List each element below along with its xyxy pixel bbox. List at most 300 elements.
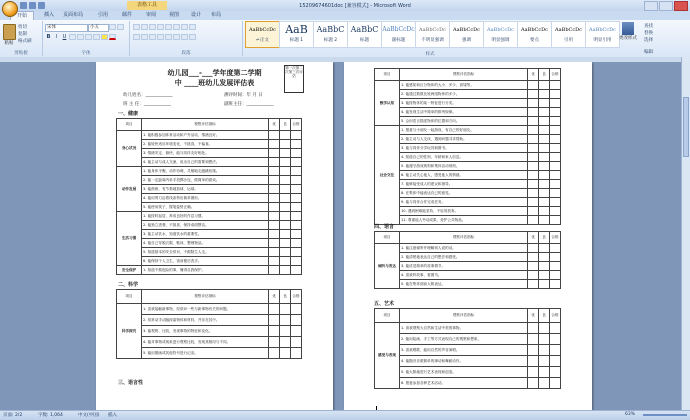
- style-sample: AaBbCcDc: [555, 27, 582, 33]
- decrease-indent-icon[interactable]: [157, 24, 164, 30]
- grade-check-cell[interactable]: [550, 244, 561, 253]
- grade-check-cell[interactable]: [291, 337, 302, 348]
- grade-check-cell[interactable]: [291, 203, 302, 212]
- grade-check-cell[interactable]: [291, 239, 302, 248]
- science-table: [116, 289, 302, 359]
- indicator-cell[interactable]: 2. 能主动与人交谈，遇到问题寻求帮助。: [400, 135, 528, 144]
- grade-check-cell[interactable]: [280, 266, 291, 275]
- grade-check-cell[interactable]: [280, 239, 291, 248]
- header-project: 项目: [375, 309, 400, 323]
- close-button[interactable]: [674, 1, 688, 11]
- grade-check-cell[interactable]: [539, 90, 550, 99]
- tab-8[interactable]: 布局: [210, 12, 221, 18]
- grade-check-cell[interactable]: [528, 356, 539, 367]
- grade-check-cell[interactable]: [550, 262, 561, 271]
- table-row: [375, 180, 561, 189]
- indicator-cell[interactable]: 1. 喜欢接触新事物，经常问一些与新事物有关的问题。: [142, 304, 269, 315]
- table-row: [117, 212, 302, 221]
- show-marks-icon[interactable]: [189, 24, 196, 30]
- grade-check-cell[interactable]: [528, 126, 539, 135]
- line-spacing-icon[interactable]: [173, 34, 180, 40]
- page-count[interactable]: 页面: 2/2: [3, 413, 23, 418]
- justify-icon[interactable]: [157, 34, 164, 40]
- grade-check-cell[interactable]: [539, 171, 550, 180]
- grade-check-cell[interactable]: [269, 167, 280, 176]
- grade-check-cell[interactable]: [550, 99, 561, 108]
- grade-check-cell[interactable]: [539, 81, 550, 90]
- grade-check-cell[interactable]: [291, 315, 302, 326]
- styles-group-label: 样式: [425, 52, 435, 57]
- indicator-cell[interactable]: 5. 能使用筷子，握笔姿势正确。: [142, 203, 269, 212]
- font-name-select[interactable]: 宋体: [45, 24, 88, 32]
- indicator-cell[interactable]: 5. 知道基本的安全常识，不跟陌生人走。: [142, 248, 269, 257]
- grade-check-cell[interactable]: [291, 194, 302, 203]
- grade-check-cell[interactable]: [528, 262, 539, 271]
- grade-check-cell[interactable]: [528, 162, 539, 171]
- style-0[interactable]: [245, 21, 280, 48]
- grade-check-cell[interactable]: [280, 304, 291, 315]
- tab-7[interactable]: 设计: [190, 12, 201, 18]
- indicator-cell[interactable]: 2. 能用绘画、手工等方式表现自己的观察和想象。: [400, 334, 528, 345]
- grade-check-cell[interactable]: [539, 180, 550, 189]
- grade-check-cell[interactable]: [528, 135, 539, 144]
- language-indicator[interactable]: 中文(中国): [78, 413, 100, 418]
- style-9[interactable]: [551, 21, 586, 48]
- grade-check-cell[interactable]: [269, 248, 280, 257]
- paste-icon[interactable]: [3, 24, 16, 40]
- tab-1[interactable]: 插入: [43, 12, 54, 18]
- grade-check-cell[interactable]: [269, 203, 280, 212]
- grade-check-cell[interactable]: [539, 216, 550, 225]
- zoom-level[interactable]: 63%: [625, 412, 636, 417]
- grade-check-cell[interactable]: [539, 162, 550, 171]
- grade-check-cell[interactable]: [539, 334, 550, 345]
- grade-check-cell[interactable]: [291, 248, 302, 257]
- grade-check-cell[interactable]: [528, 153, 539, 162]
- grade-check-cell[interactable]: [550, 198, 561, 207]
- indicator-cell[interactable]: 5. 能遵守游戏规则和集体活动规则。: [400, 162, 528, 171]
- grade-check-cell[interactable]: [291, 176, 302, 185]
- grade-check-cell[interactable]: [539, 135, 550, 144]
- grade-check-cell[interactable]: [528, 180, 539, 189]
- indicator-cell[interactable]: 1. 能身体平衡，动作协调，灵敏地走跑跳钻爬。: [142, 167, 269, 176]
- indicator-cell[interactable]: 4. 能随音乐做简单的律动和舞蹈动作。: [400, 356, 528, 367]
- grade-check-cell[interactable]: [528, 117, 539, 126]
- grade-check-cell[interactable]: [269, 185, 280, 194]
- grade-check-cell[interactable]: [539, 126, 550, 135]
- grade-check-cell[interactable]: [280, 326, 291, 337]
- indicator-cell[interactable]: 3. 能熟练、有节奏地拍球、运球。: [142, 185, 269, 194]
- grade-check-cell[interactable]: [291, 149, 302, 158]
- replace-button[interactable]: 替换: [644, 31, 653, 36]
- indicator-cell[interactable]: 5. 会用语言描述物体的位置和方向。: [400, 117, 528, 126]
- grade-check-cell[interactable]: [539, 99, 550, 108]
- doc-title-line1: 幼儿园___-___学年度第二学期: [167, 68, 262, 77]
- grade-check-cell[interactable]: [550, 271, 561, 280]
- text-effects-icon[interactable]: [93, 34, 100, 40]
- grade-check-cell[interactable]: [528, 198, 539, 207]
- indicator-cell[interactable]: 1. 能积极参加体育活动和户外活动，情绪良好。: [142, 131, 269, 140]
- indicator-cell[interactable]: 1. 能注意倾听并理解别人说的话。: [400, 244, 528, 253]
- indicator-cell[interactable]: 3. 能按物体的某一特征进行分类。: [400, 99, 528, 108]
- find-button[interactable]: 查找: [644, 24, 653, 29]
- indicator-cell[interactable]: 4. 能发现生活中简单的排列规律。: [400, 108, 528, 117]
- redo-icon[interactable]: [38, 2, 45, 9]
- grade-check-cell[interactable]: [550, 323, 561, 334]
- grade-check-cell[interactable]: [539, 262, 550, 271]
- bold-icon[interactable]: B: [46, 34, 51, 40]
- grade-check-cell[interactable]: [291, 304, 302, 315]
- indicator-cell[interactable]: 11. 尊重他人劳动成果，爱护公共物品。: [400, 216, 528, 225]
- subscript-icon[interactable]: [77, 34, 84, 40]
- align-left-icon[interactable]: [133, 34, 140, 40]
- minimize-button[interactable]: [644, 1, 658, 11]
- zoom-slider[interactable]: [643, 414, 687, 416]
- indicator-cell[interactable]: 4. 能用剪刀沿着线条剪出简单图形。: [142, 194, 269, 203]
- table-row: [375, 144, 561, 153]
- grade-check-cell[interactable]: [280, 194, 291, 203]
- grade-check-cell[interactable]: [550, 216, 561, 225]
- style-7[interactable]: [483, 21, 518, 48]
- indicator-cell[interactable]: 9. 能与同伴合作完成任务。: [400, 198, 528, 207]
- indicator-cell[interactable]: 3. 情绪安定、愉快，能与同伴友好相处。: [142, 149, 269, 158]
- grade-check-cell[interactable]: [550, 153, 561, 162]
- indicator-cell[interactable]: 6. 愿意参加各种艺术活动。: [400, 378, 528, 389]
- grade-check-cell[interactable]: [269, 140, 280, 149]
- grade-check-cell[interactable]: [280, 212, 291, 221]
- grade-check-cell[interactable]: [291, 221, 302, 230]
- indicator-cell[interactable]: 4. 知道自己的性别、年龄和家人信息。: [400, 153, 528, 162]
- word-count[interactable]: 字数: 1,064: [38, 413, 63, 418]
- grade-check-cell[interactable]: [539, 108, 550, 117]
- undo-icon[interactable]: [29, 2, 36, 9]
- vertical-scrollbar[interactable]: [681, 57, 690, 410]
- grade-check-cell[interactable]: [550, 280, 561, 289]
- table-row: [117, 167, 302, 176]
- grade-check-cell[interactable]: [550, 135, 561, 144]
- style-8[interactable]: [517, 21, 552, 48]
- select-button[interactable]: 选择: [644, 38, 653, 43]
- grade-check-cell[interactable]: [528, 90, 539, 99]
- indicator-cell[interactable]: 8. 在集体中能表达自己的意见。: [400, 189, 528, 198]
- page-1[interactable]: [96, 62, 333, 410]
- grade-check-cell[interactable]: [269, 239, 280, 248]
- paragraph-group-label: 段落: [181, 51, 191, 56]
- grade-check-cell[interactable]: [269, 176, 280, 185]
- grade-check-cell[interactable]: [539, 323, 550, 334]
- indicator-cell[interactable]: 5. 能在集体面前大胆表达。: [400, 280, 528, 289]
- indicator-cell[interactable]: 3. 能讲述简单的故事情节。: [400, 262, 528, 271]
- grade-check-cell[interactable]: [539, 345, 550, 356]
- chinese-layout-icon[interactable]: [173, 24, 180, 30]
- indicator-cell[interactable]: 2. 能一定距离内单手投掷沙包，做简单的游戏。: [142, 176, 269, 185]
- grade-check-cell[interactable]: [539, 378, 550, 389]
- grade-check-cell[interactable]: [280, 176, 291, 185]
- header-grade: 良: [539, 232, 550, 244]
- grade-check-cell[interactable]: [280, 131, 291, 140]
- change-styles-icon: [622, 22, 634, 35]
- grade-check-cell[interactable]: [550, 171, 561, 180]
- increase-indent-icon[interactable]: [165, 24, 172, 30]
- grade-check-cell[interactable]: [528, 378, 539, 389]
- table-row: [375, 271, 561, 280]
- header-project: 项目: [375, 232, 400, 244]
- grade-check-cell[interactable]: [528, 81, 539, 90]
- grade-check-cell[interactable]: [539, 271, 550, 280]
- grade-check-cell[interactable]: [291, 326, 302, 337]
- grade-check-cell[interactable]: [269, 257, 280, 266]
- grade-check-cell[interactable]: [280, 140, 291, 149]
- grade-check-cell[interactable]: [528, 367, 539, 378]
- save-icon[interactable]: [20, 2, 27, 9]
- table-row: [117, 131, 302, 140]
- grade-check-cell[interactable]: [528, 280, 539, 289]
- grade-check-cell[interactable]: [280, 248, 291, 257]
- editing-group-label: 编辑: [644, 50, 653, 55]
- indicator-cell[interactable]: 2. 能通过数数比较两组物体的多少。: [400, 90, 528, 99]
- header-project: 项目: [117, 119, 142, 131]
- grade-check-cell[interactable]: [291, 348, 302, 359]
- grade-check-cell[interactable]: [528, 253, 539, 262]
- tab-4[interactable]: 邮件: [121, 12, 132, 18]
- grade-check-cell[interactable]: [291, 140, 302, 149]
- grade-check-cell[interactable]: [269, 158, 280, 167]
- indicator-cell[interactable]: 5. 能大胆地进行艺术表现和创造。: [400, 367, 528, 378]
- shading-icon[interactable]: [181, 34, 188, 40]
- grade-check-cell[interactable]: [550, 207, 561, 216]
- tab-3[interactable]: 引用: [97, 12, 108, 18]
- cut-button[interactable]: 剪切: [18, 25, 27, 30]
- grade-check-cell[interactable]: [550, 81, 561, 90]
- grade-check-cell[interactable]: [550, 144, 561, 153]
- grade-check-cell[interactable]: [269, 230, 280, 239]
- align-center-icon[interactable]: [141, 34, 148, 40]
- style-10[interactable]: [585, 21, 620, 48]
- grade-check-cell[interactable]: [550, 180, 561, 189]
- grade-check-cell[interactable]: [528, 171, 539, 180]
- indicator-cell[interactable]: 6. 能保持个人卫生，饭前便后洗手。: [142, 257, 269, 266]
- indicator-cell[interactable]: 6. 能主动关心他人，感受他人的情绪。: [400, 171, 528, 180]
- grade-check-cell[interactable]: [550, 189, 561, 198]
- indicator-cell[interactable]: 7. 能够接受成人的建议和指导。: [400, 180, 528, 189]
- grade-check-cell[interactable]: [539, 244, 550, 253]
- indicator-cell[interactable]: 1. 能按时起居，养成良好的作息习惯。: [142, 212, 269, 221]
- strikethrough-icon[interactable]: [69, 34, 76, 40]
- style-3[interactable]: [347, 21, 382, 48]
- style-5[interactable]: [415, 21, 450, 48]
- grade-check-cell[interactable]: [528, 207, 539, 216]
- indicator-cell[interactable]: 5. 能用图画或其他符号进行记录。: [142, 348, 269, 359]
- grade-check-cell[interactable]: [539, 144, 550, 153]
- grade-check-cell[interactable]: [280, 167, 291, 176]
- grade-check-cell[interactable]: [291, 158, 302, 167]
- grade-check-cell[interactable]: [528, 244, 539, 253]
- grade-check-cell[interactable]: [269, 348, 280, 359]
- grade-check-cell[interactable]: [550, 334, 561, 345]
- grade-check-cell[interactable]: [539, 117, 550, 126]
- indicator-cell[interactable]: 3. 能主动饮水，知道饮水的重要性。: [142, 230, 269, 239]
- style-4[interactable]: [381, 21, 416, 48]
- style-sample: AaBbC: [316, 25, 345, 34]
- grade-check-cell[interactable]: [280, 348, 291, 359]
- grade-check-cell[interactable]: [550, 356, 561, 367]
- copy-button[interactable]: 复制: [18, 32, 27, 37]
- grade-check-cell[interactable]: [528, 323, 539, 334]
- grade-check-cell[interactable]: [528, 108, 539, 117]
- change-styles-button[interactable]: [617, 21, 639, 49]
- indicator-cell[interactable]: 2. 能独立进餐，不挑食，保持桌面整洁。: [142, 221, 269, 230]
- indicator-cell[interactable]: 3. 能观察、比较，发现事物的特征和变化。: [142, 326, 269, 337]
- borders-icon[interactable]: [189, 34, 196, 40]
- grow-font-icon[interactable]: [109, 24, 116, 30]
- grade-check-cell[interactable]: [550, 90, 561, 99]
- header-grade: 优: [528, 232, 539, 244]
- indicator-cell[interactable]: 4. 喜欢听故事、看图书。: [400, 271, 528, 280]
- italic-icon[interactable]: I: [55, 34, 58, 40]
- tab-5[interactable]: 审阅: [145, 12, 156, 18]
- grade-check-cell[interactable]: [528, 216, 539, 225]
- grade-check-cell[interactable]: [280, 221, 291, 230]
- indicator-cell[interactable]: 3. 喜欢唱歌，能用自然的声音演唱。: [400, 345, 528, 356]
- grade-check-cell[interactable]: [291, 266, 302, 275]
- font-size-select[interactable]: 小五: [88, 24, 109, 32]
- grade-check-cell[interactable]: [528, 271, 539, 280]
- grade-check-cell[interactable]: [269, 221, 280, 230]
- grade-check-cell[interactable]: [550, 126, 561, 135]
- grade-check-cell[interactable]: [550, 378, 561, 389]
- style-name: ↵正文: [256, 38, 269, 43]
- grade-check-cell[interactable]: [269, 337, 280, 348]
- page-2[interactable]: [344, 62, 592, 410]
- grade-check-cell[interactable]: [539, 189, 550, 198]
- style-2[interactable]: [313, 21, 348, 48]
- style-sample: AaB: [285, 23, 308, 36]
- underline-icon[interactable]: U: [62, 34, 67, 40]
- grade-check-cell[interactable]: [280, 158, 291, 167]
- grade-check-cell[interactable]: [550, 117, 561, 126]
- grade-check-cell[interactable]: [550, 108, 561, 117]
- style-name: 不明显强调: [421, 38, 444, 43]
- style-1[interactable]: [279, 21, 314, 48]
- grade-check-cell[interactable]: [269, 194, 280, 203]
- indicator-cell[interactable]: 4. 能对事物或现象进行观察比较，发现其相同与不同。: [142, 337, 269, 348]
- style-6[interactable]: [449, 21, 484, 48]
- indicator-cell[interactable]: 2. 能较快适应环境变化，不挑食，不偏食。: [142, 140, 269, 149]
- grade-check-cell[interactable]: [528, 189, 539, 198]
- grade-check-cell[interactable]: [269, 304, 280, 315]
- grade-check-cell[interactable]: [291, 212, 302, 221]
- grade-check-cell[interactable]: [528, 334, 539, 345]
- align-right-icon[interactable]: [149, 34, 156, 40]
- grade-check-cell[interactable]: [539, 207, 550, 216]
- grade-check-cell[interactable]: [291, 167, 302, 176]
- indicator-cell[interactable]: 2. 能清楚地表达自己的想法和感受。: [400, 253, 528, 262]
- indicator-cell[interactable]: 3. 能与同伴分享玩具和图书。: [400, 144, 528, 153]
- grade-check-cell[interactable]: [291, 230, 302, 239]
- child-name-field: 幼儿姓名：____________: [123, 93, 173, 98]
- grade-check-cell[interactable]: [528, 345, 539, 356]
- grade-check-cell[interactable]: [291, 131, 302, 140]
- grade-check-cell[interactable]: [269, 131, 280, 140]
- shrink-font-icon[interactable]: [117, 24, 124, 30]
- grade-check-cell[interactable]: [280, 257, 291, 266]
- indicator-cell[interactable]: 4. 能主动与成人交流，说出自己的需要和想法。: [142, 158, 269, 167]
- table-row: [375, 162, 561, 171]
- table-row: [117, 257, 302, 266]
- grade-check-cell[interactable]: [280, 185, 291, 194]
- grade-check-cell[interactable]: [280, 337, 291, 348]
- indicator-cell[interactable]: 10. 遇到困难能坚持，不轻易放弃。: [400, 207, 528, 216]
- table-row: [375, 171, 561, 180]
- maximize-button[interactable]: [659, 1, 673, 11]
- indicator-cell[interactable]: 1. 喜欢观察大自然和生活中美的事物。: [400, 323, 528, 334]
- indicator-cell[interactable]: 2. 常常动手动脑探索物体和材料，并乐在其中。: [142, 315, 269, 326]
- distributed-icon[interactable]: [165, 34, 172, 40]
- indicator-cell[interactable]: 4. 能自己穿脱衣服、鞋袜，整理物品。: [142, 239, 269, 248]
- scrollbar-thumb[interactable]: [683, 97, 689, 157]
- indicator-cell[interactable]: 1. 知道不做危险的事，懂得自我保护。: [142, 266, 269, 275]
- grade-check-cell[interactable]: [539, 198, 550, 207]
- grade-check-cell[interactable]: [280, 315, 291, 326]
- grade-check-cell[interactable]: [539, 253, 550, 262]
- bullets-icon[interactable]: [133, 24, 140, 30]
- multilevel-list-icon[interactable]: [149, 24, 156, 30]
- grade-check-cell[interactable]: [528, 144, 539, 153]
- grade-check-cell[interactable]: [539, 280, 550, 289]
- format-painter-button[interactable]: 格式刷: [18, 39, 32, 44]
- header-grade: 良: [280, 119, 291, 131]
- tab-0[interactable]: 开始: [10, 11, 34, 21]
- grade-check-cell[interactable]: [550, 345, 561, 356]
- table-row: [117, 140, 302, 149]
- tab-6[interactable]: 视图: [168, 12, 179, 18]
- grade-check-cell[interactable]: [280, 149, 291, 158]
- grade-check-cell[interactable]: [539, 153, 550, 162]
- insert-mode[interactable]: 插入: [108, 413, 117, 418]
- grade-check-cell[interactable]: [269, 315, 280, 326]
- grade-check-cell[interactable]: [550, 367, 561, 378]
- numbering-icon[interactable]: [141, 24, 148, 30]
- font-color-icon[interactable]: [109, 34, 116, 40]
- sort-icon[interactable]: [181, 24, 188, 30]
- grade-check-cell[interactable]: [269, 326, 280, 337]
- grade-check-cell[interactable]: [528, 99, 539, 108]
- indicator-cell[interactable]: 1. 愿意与小朋友一起游戏，有自己的好朋友。: [400, 126, 528, 135]
- grade-check-cell[interactable]: [269, 212, 280, 221]
- grade-check-cell[interactable]: [539, 367, 550, 378]
- group-label: 身心状况: [117, 131, 142, 167]
- grade-check-cell[interactable]: [269, 149, 280, 158]
- indicator-cell[interactable]: 1. 能感知和区分物体的大小、多少、高矮等。: [400, 81, 528, 90]
- grade-check-cell[interactable]: [291, 185, 302, 194]
- superscript-icon[interactable]: [85, 34, 92, 40]
- clipboard-group: [0, 21, 43, 56]
- grade-check-cell[interactable]: [280, 230, 291, 239]
- grade-check-cell[interactable]: [539, 356, 550, 367]
- table-row: [375, 345, 561, 356]
- paste-button[interactable]: 粘贴: [4, 41, 14, 46]
- table-row: [375, 262, 561, 271]
- grade-check-cell[interactable]: [269, 266, 280, 275]
- tab-2[interactable]: 页面布局: [62, 12, 83, 18]
- grade-check-cell[interactable]: [280, 203, 291, 212]
- grade-check-cell[interactable]: [550, 253, 561, 262]
- grade-check-cell[interactable]: [550, 162, 561, 171]
- grade-check-cell[interactable]: [291, 257, 302, 266]
- office-button[interactable]: [2, 1, 18, 17]
- highlight-icon[interactable]: [101, 34, 108, 40]
- evaluation-round-box: 第一次第二次第三次评估: [284, 65, 304, 93]
